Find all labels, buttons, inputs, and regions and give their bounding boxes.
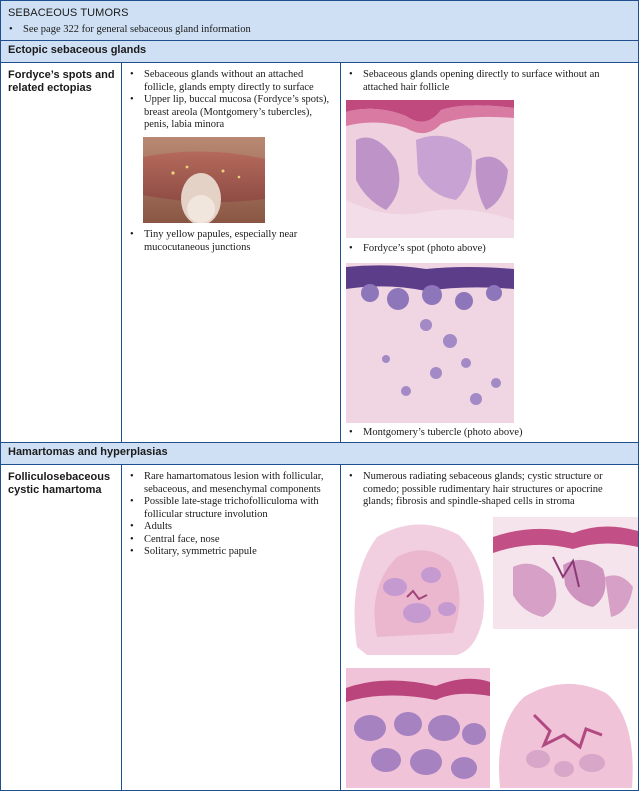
list-item: • Central face, nose: [122, 534, 336, 547]
clinical-list: [122, 471, 336, 559]
term-label: Folliculosebaceous cystic hamartoma: [8, 471, 111, 496]
term-cell: [1, 465, 122, 790]
row-folliculosebaceous: [1, 465, 638, 790]
hamartoma-histology-image-1: [347, 517, 489, 657]
list-item: • Adults: [122, 521, 336, 534]
histology-cell: [341, 465, 638, 790]
section-title: Ectopic sebaceous glands: [8, 44, 147, 56]
list-item: • Solitary, symmetric papule: [122, 546, 336, 559]
list-item: • Upper lip, buccal mucosa (Fordyce’s spots), breast areola (Montgomery’s tubercles), penis, labia minora: [122, 94, 336, 132]
page-title: SEBACEOUS TUMORS: [8, 7, 129, 19]
list-item: • Sebaceous glands without an attached follicle, glands empty directly to surface: [122, 69, 336, 94]
caption-list-2: [341, 427, 631, 440]
photo-caption: • Fordyce’s spot (photo above): [341, 243, 631, 256]
histology-list: [341, 69, 631, 94]
page-header: [1, 1, 638, 41]
header-note: • See page 322 for general sebaceous gland information: [9, 24, 251, 35]
hamartoma-histology-image-4: [494, 675, 637, 788]
list-item: • Tiny yellow papules, especially near mucocutaneous junctions: [122, 229, 336, 254]
hamartoma-histology-image-3: [346, 668, 490, 788]
list-item: • Rare hamartomatous lesion with follicular, sebaceous, and mesenchymal components: [122, 471, 336, 496]
section-title: Hamartomas and hyperplasias: [8, 446, 168, 458]
montgomery-histology-image: [346, 263, 514, 423]
clinical-list-2: [122, 229, 336, 254]
list-item: • Sebaceous glands opening directly to surface without an attached hair follicle: [341, 69, 631, 94]
histology-list: [341, 471, 631, 509]
histology-cell: [341, 63, 638, 443]
section-ectopic-header: [1, 40, 638, 63]
lip-clinical-photo: [143, 137, 265, 223]
photo-caption: • Montgomery’s tubercle (photo above): [341, 427, 631, 440]
hamartoma-histology-image-2: [493, 517, 638, 629]
term-label: Fordyce’s spots and related ectopias: [8, 69, 115, 94]
row-fordyce: [1, 63, 638, 443]
caption-list-1: [341, 243, 631, 256]
list-item: • Numerous radiating sebaceous glands; cystic structure or comedo; possible rudimentary hair structures or apocrine glands; fibrosis and spindle-shaped cells in stroma: [341, 471, 631, 509]
term-cell: [1, 63, 122, 443]
clinical-cell: [122, 465, 341, 790]
clinical-list: [122, 69, 336, 132]
fordyce-histology-image: [346, 100, 514, 238]
list-item: • Possible late-stage trichofolliculoma with follicular structure involution: [122, 496, 336, 521]
clinical-cell: [122, 63, 341, 443]
section-hamartomas-header: [1, 442, 638, 465]
